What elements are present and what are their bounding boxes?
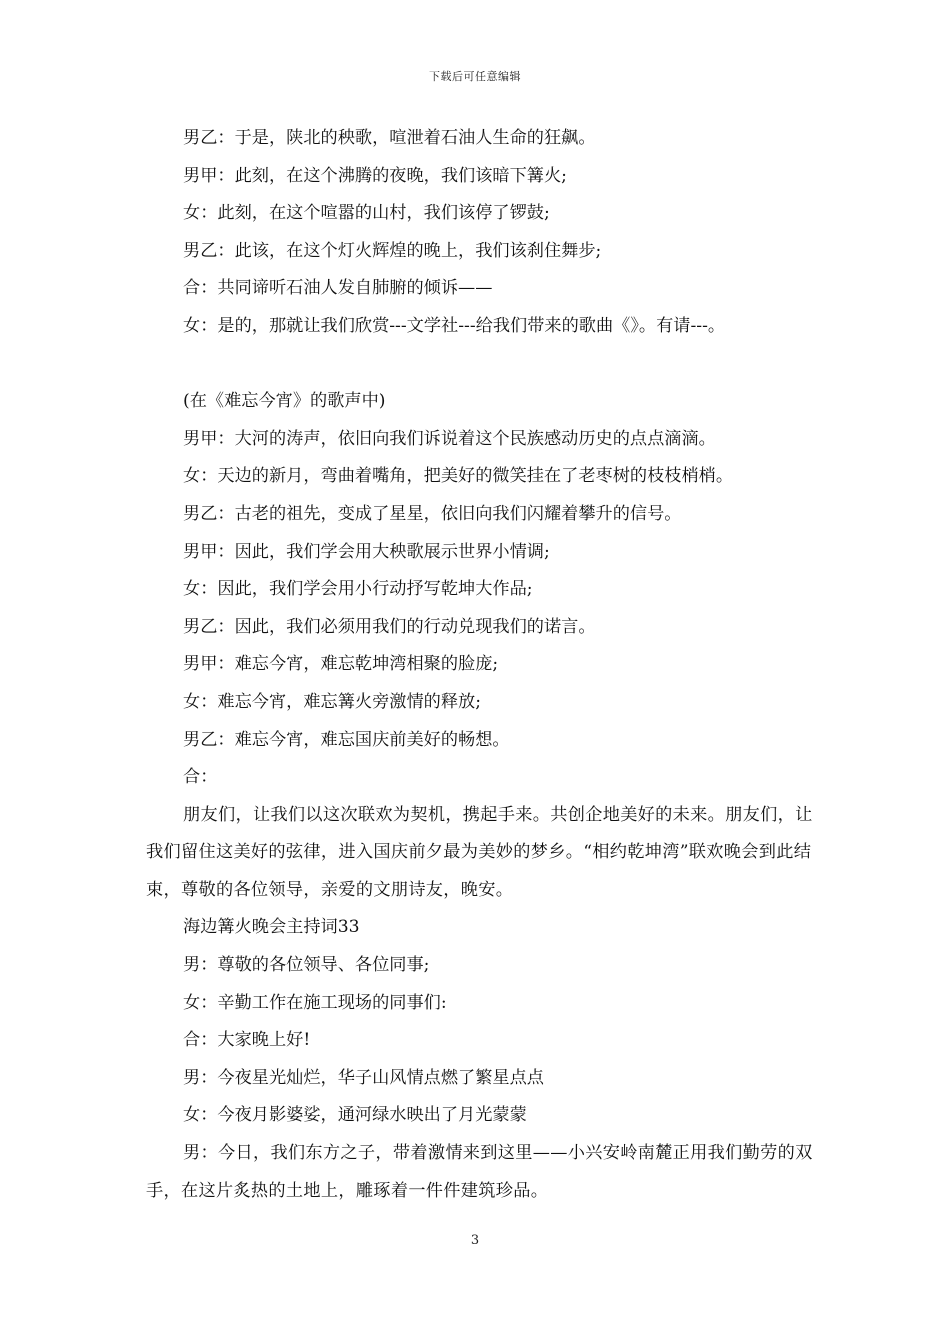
closing-paragraph: 朋友们，让我们以这次联欢为契机，携起手来。共创企地美好的未来。朋友们，让我们留住这美好的弦律，进入国庆前夕最为美妙的梦乡。“相约乾坤湾”联欢晚会到此结束，尊敬的各位领导，亲爱的文朋诗友，晚安。 (146, 804, 813, 900)
opening-paragraph: 男：今日，我们东方之子，带着激情来到这里——小兴安岭南麓正用我们勤劳的双手，在这片炙热的土地上，雕琢着一件件建筑珍品。 (146, 1143, 813, 1201)
script-line: 男乙：因此，我们必须用我们的行动兑现我们的诺言。 (183, 616, 596, 637)
blank-line (146, 346, 826, 384)
document-body (146, 120, 826, 1210)
script-line: 男甲：难忘今宵，难忘乾坤湾相聚的脸庞; (183, 654, 499, 675)
script-line: 女：是的，那就让我们欣赏---文学社---给我们带来的歌曲《》。有请---。 (183, 315, 726, 336)
script-line: 合： (183, 767, 218, 788)
stage-direction: (在《难忘今宵》的歌声中) (183, 391, 386, 412)
script-line: 女：难忘今宵，难忘篝火旁激情的释放; (183, 691, 481, 712)
script-line: 女：此刻，在这个喧嚣的山村，我们该停了锣鼓; (183, 203, 550, 224)
script-line: 女：今夜月影婆娑，通河绿水映出了月光蒙蒙 (183, 1105, 527, 1126)
script-line: 男：尊敬的各位领导、各位同事; (183, 955, 430, 976)
page-number: 3 (470, 1233, 480, 1248)
section-title: 海边篝火晚会主持词33 (183, 917, 360, 938)
script-line: 女：辛勤工作在施工现场的同事们: (183, 992, 447, 1013)
page-header: 下载后可任意编辑 (429, 70, 521, 83)
script-line: 男：今夜星光灿烂，华子山风情点燃了繁星点点 (183, 1067, 544, 1088)
script-line: 男甲：大河的涛声，依旧向我们诉说着这个民族感动历史的点点滴滴。 (183, 428, 716, 449)
script-line: 男乙：难忘今宵，难忘国庆前美好的畅想。 (183, 729, 510, 750)
script-line: 女：天边的新月，弯曲着嘴角，把美好的微笑挂在了老枣树的枝枝梢梢。 (183, 466, 734, 487)
script-line: 合：大家晚上好! (183, 1030, 311, 1051)
script-line: 男甲：此刻，在这个沸腾的夜晚，我们该暗下篝火; (183, 165, 567, 186)
script-line: 女：因此，我们学会用小行动抒写乾坤大作品; (183, 579, 533, 600)
script-line: 男乙：古老的祖先，变成了星星，依旧向我们闪耀着攀升的信号。 (183, 503, 682, 524)
script-line: 合：共同谛听石油人发自肺腑的倾诉—— (183, 278, 493, 299)
script-line: 男乙：此该，在这个灯火辉煌的晚上，我们该刹住舞步; (183, 240, 602, 261)
script-line: 男乙：于是，陕北的秧歌，喧泄着石油人生命的狂飙。 (183, 128, 596, 148)
script-line: 男甲：因此，我们学会用大秧歌展示世界小情调; (183, 541, 550, 562)
